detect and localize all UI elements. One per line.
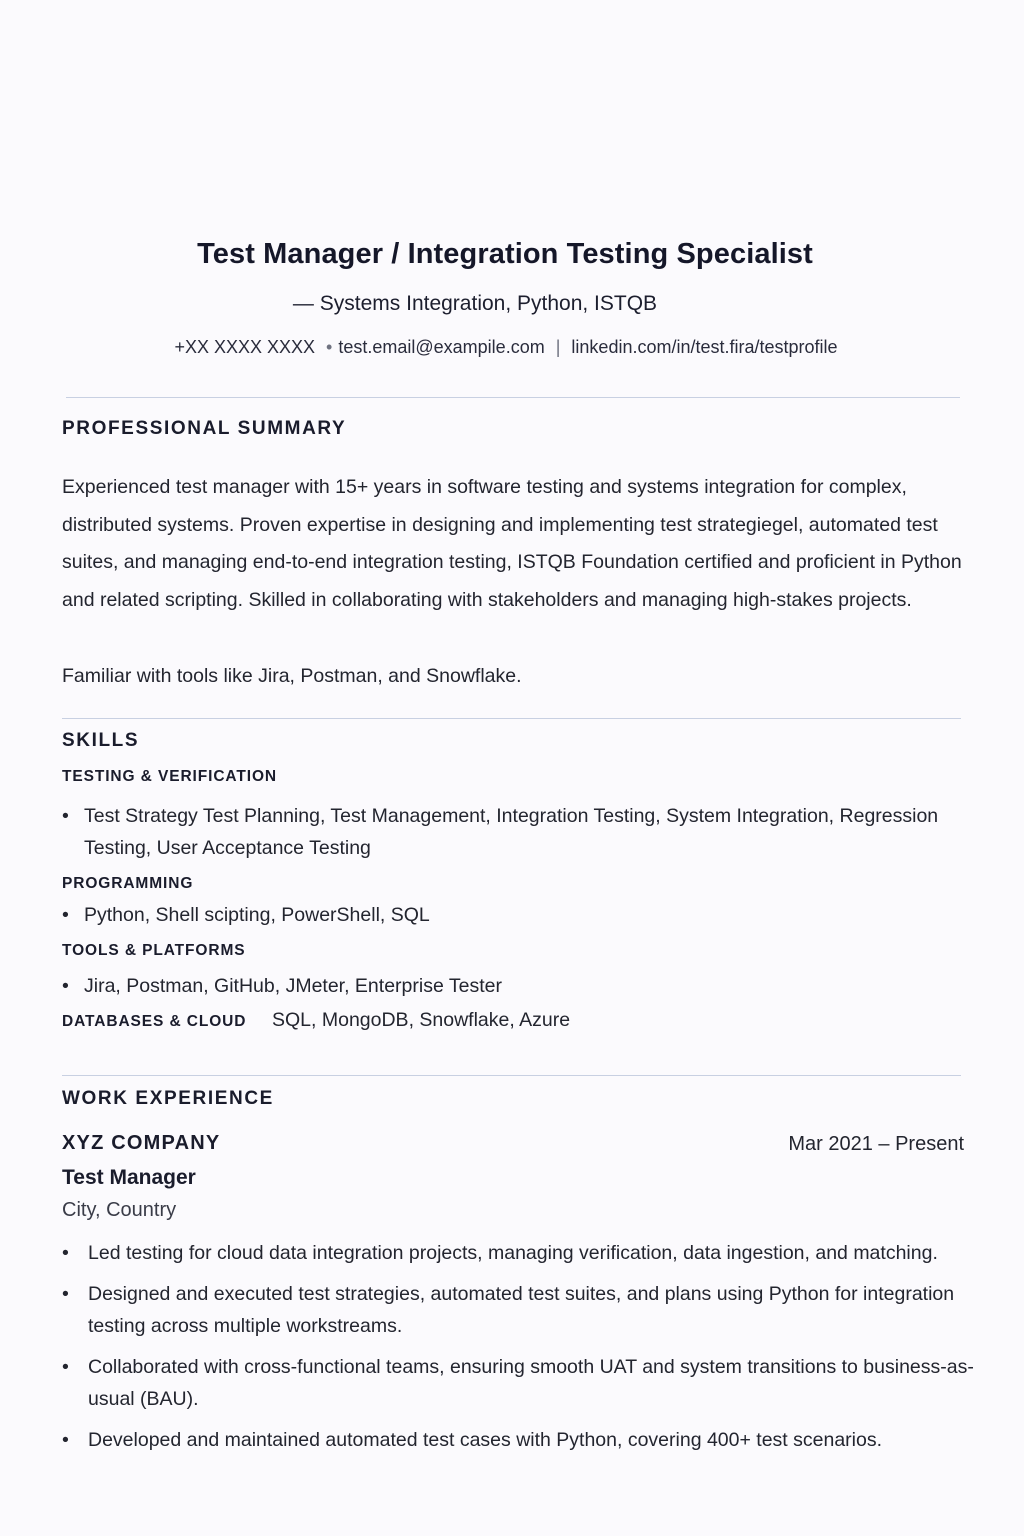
- employment-dates: Mar 2021 – Present: [788, 1133, 964, 1155]
- list-item: • Jira, Postman, GitHub, JMeter, Enterprise Tester: [62, 970, 962, 1002]
- skills-divider: [62, 1075, 961, 1076]
- job-location: City, Country: [62, 1199, 177, 1221]
- summary-heading: PROFESSIONAL SUMMARY: [62, 418, 347, 439]
- summary-tools-line: Familiar with tools like Jira, Postman, and Snowflake.: [62, 665, 522, 687]
- list-item: • Led testing for cloud data integration projects, managing verification, data ingestion, and matching.: [62, 1237, 982, 1269]
- databases-values: SQL, MongoDB, Snowflake, Azure: [272, 1009, 571, 1031]
- company-name: XYZ COMPANY: [62, 1132, 221, 1154]
- databases-subheading: DATABASES & CLOUD: [62, 1013, 247, 1030]
- list-item: • Designed and executed test strategies, automated test suites, and plans using Python for integration testing across multiple workstreams.: [62, 1278, 982, 1342]
- summary-text: Experienced test manager with 15+ years in software testing and systems integration for complex, distributed systems. Proven expertise in designing and implementing test strategiegel, automated test suites, and managing end-to-end integration testing, ISTQB Foundation certified and proficient in Python and related scripting. Skilled in collaborating with stakeholders and managing high-stakes projects.: [62, 476, 962, 611]
- list-item: • Test Strategy Test Planning, Test Management, Integration Testing, System Integration, Regression Testing, User Acceptance Testing: [62, 800, 962, 864]
- list-item: • Collaborated with cross-functional teams, ensuring smooth UAT and system transitions to business-as-usual (BAU).: [62, 1351, 982, 1415]
- resume-subtitle: — Systems Integration, Python, ISTQB: [292, 292, 658, 315]
- job-title: Test Manager: [62, 1166, 196, 1189]
- skills-heading: SKILLS: [62, 730, 140, 751]
- programming-subheading: PROGRAMMING: [62, 875, 194, 892]
- experience-bullets: [62, 1237, 982, 1465]
- linkedin-link[interactable]: linkedin.com/in/test.fira/testprofile: [571, 337, 838, 357]
- contact-line: [0, 337, 1012, 358]
- testing-subheading: TESTING & VERIFICATION: [62, 768, 277, 785]
- contact-separator-dot: •: [326, 337, 333, 357]
- tools-skills-list: [62, 970, 962, 1002]
- contact-separator-bar: |: [555, 337, 561, 357]
- list-item: • Python, Shell scipting, PowerShell, SQL: [62, 899, 962, 931]
- experience-heading: WORK EXPERIENCE: [62, 1088, 274, 1109]
- programming-skills-list: [62, 899, 962, 931]
- summary-divider: [62, 718, 961, 719]
- email-address[interactable]: test.email@exampile.com: [338, 337, 545, 357]
- tools-subheading: TOOLS & PLATFORMS: [62, 942, 246, 959]
- phone-number: +XX XXXX XXXX: [174, 337, 316, 357]
- header-divider: [66, 397, 960, 398]
- testing-skills-list: [62, 800, 962, 864]
- resume-title: Test Manager / Integration Testing Specialist: [197, 238, 813, 270]
- list-item: • Developed and maintained automated test cases with Python, covering 400+ test scenarios.: [62, 1424, 982, 1456]
